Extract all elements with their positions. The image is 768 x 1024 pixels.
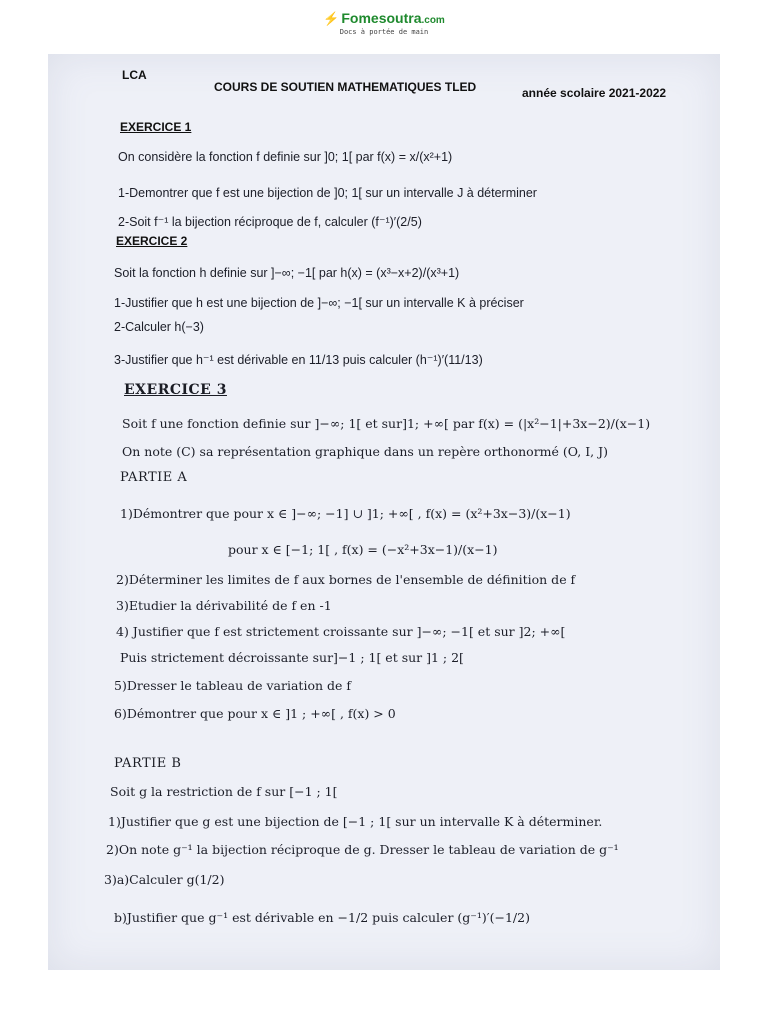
exercise-2-q3: 3-Justifier que h⁻¹ est dérivable en 11/13 puis calculer (h⁻¹)′(11/13) <box>114 353 483 367</box>
exercise-2-q1: 1-Justifier que h est une bijection de ]−∞; −1[ sur un intervalle K à préciser <box>114 296 524 310</box>
lightning-icon: ⚡ <box>323 11 340 26</box>
logo-tagline: Docs à portée de main <box>339 28 429 36</box>
partie-a-q1: 1)Démontrer que pour x ∈ ]−∞; −1] ∪ ]1; +∞[ , f(x) = (x²+3x−3)/(x−1) <box>120 506 571 521</box>
partie-b-q1: 1)Justifier que g est une bijection de [−1 ; 1[ sur un intervalle K à déterminer. <box>108 814 603 829</box>
header-year: année scolaire 2021-2022 <box>522 86 667 100</box>
exercise-3-statement: Soit f une fonction definie sur ]−∞; 1[ et sur]1; +∞[ par f(x) = (|x²−1|+3x−2)/(x−1) <box>122 416 651 431</box>
document-page <box>48 54 720 970</box>
header-course: COURS DE SOUTIEN MATHEMATIQUES TLED <box>214 80 477 94</box>
exercise-1-statement: On considère la fonction f definie sur ]0; 1[ par f(x) = x/(x²+1) <box>118 150 453 164</box>
logo-brand: ⚡ Fomesoutra.com <box>323 10 445 26</box>
exercise-2-title: EXERCICE 2 <box>116 234 188 248</box>
partie-b-statement: Soit g la restriction de f sur [−1 ; 1[ <box>110 784 338 799</box>
partie-b-q3b: b)Justifier que g⁻¹ est dérivable en −1/2 puis calculer (g⁻¹)′(−1/2) <box>114 910 530 925</box>
exercise-3-title: EXERCICE 3 <box>124 382 227 398</box>
partie-a-title: PARTIE A <box>120 470 188 485</box>
partie-a-q3: 3)Etudier la dérivabilité de f en -1 <box>116 598 332 613</box>
partie-b-q2: 2)On note g⁻¹ la bijection réciproque de g. Dresser le tableau de variation de g⁻¹ <box>106 842 619 857</box>
partie-a-q5: 5)Dresser le tableau de variation de f <box>114 678 351 693</box>
partie-a-q4-continued: Puis strictement décroissante sur]−1 ; 1[ et sur ]1 ; 2[ <box>120 650 464 665</box>
partie-a-q2: 2)Déterminer les limites de f aux bornes de l'ensemble de définition de f <box>116 572 576 587</box>
exercise-1-q1: 1-Demontrer que f est une bijection de ]0; 1[ sur un intervalle J à déterminer <box>118 186 537 200</box>
partie-b-q3a: 3)a)Calculer g(1/2) <box>104 872 225 887</box>
exercise-3-note: On note (C) sa représentation graphique dans un repère orthonormé (O, I, J) <box>122 444 609 459</box>
partie-a-q6: 6)Démontrer que pour x ∈ ]1 ; +∞[ , f(x) > 0 <box>114 706 396 721</box>
partie-a-q4: 4) Justifier que f est strictement croissante sur ]−∞; −1[ et sur ]2; +∞[ <box>116 624 566 639</box>
site-logo <box>0 10 768 36</box>
exercise-1-q2: 2-Soit f⁻¹ la bijection réciproque de f, calculer (f⁻¹)′(2/5) <box>118 215 422 229</box>
exercise-2-statement: Soit la fonction h definie sur ]−∞; −1[ par h(x) = (x³−x+2)/(x³+1) <box>114 266 460 280</box>
partie-b-title: PARTIE B <box>114 756 182 771</box>
header-school: LCA <box>122 68 147 82</box>
exercise-2-q2: 2-Calculer h(−3) <box>114 320 204 334</box>
exercise-1-title: EXERCICE 1 <box>120 120 192 134</box>
partie-a-q1-second-case: pour x ∈ [−1; 1[ , f(x) = (−x²+3x−1)/(x−1) <box>228 542 498 557</box>
